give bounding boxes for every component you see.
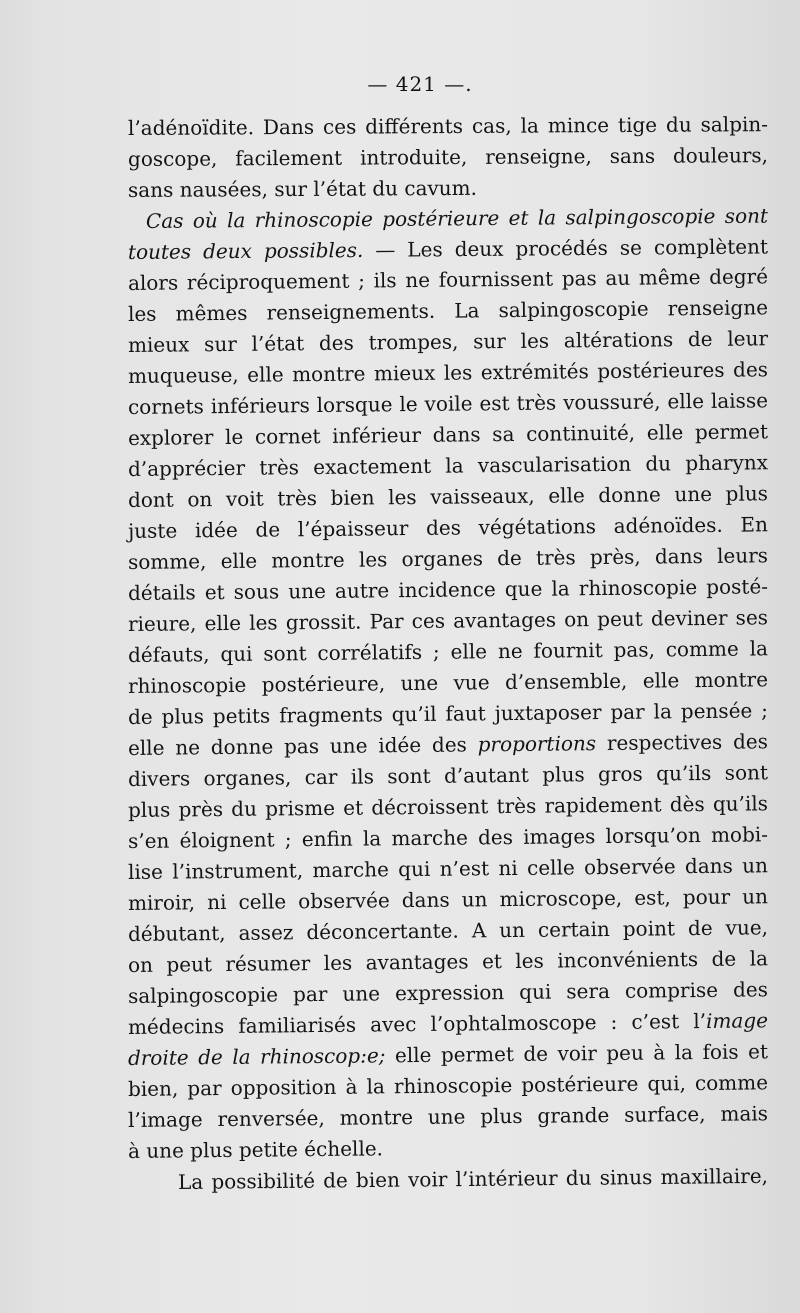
text-line xyxy=(128,1101,768,1132)
line-text: rhinoscopie postérieure, une vue d’ensemble, elle montre xyxy=(127,667,769,698)
text-line xyxy=(128,1070,768,1101)
line-text: divers organes, car ils sont d’autant plus gros qu’ils sont xyxy=(127,760,769,791)
text-line xyxy=(128,326,768,357)
text-line xyxy=(128,791,768,822)
line-text: plus près du prisme et décroissent très rapidement dès qu’ils xyxy=(127,791,769,822)
text-line xyxy=(128,112,768,140)
text-line xyxy=(128,174,768,202)
text-line xyxy=(128,884,768,915)
text-line xyxy=(128,1132,768,1163)
text-line xyxy=(128,698,768,729)
line-text: les mêmes renseignements. La salpingoscopie renseigne xyxy=(127,295,769,326)
line-text: à une plus petite échelle. xyxy=(127,1136,384,1163)
text-line xyxy=(178,1164,768,1194)
line-italic-text: toutes deux possibles. xyxy=(127,237,364,264)
line-text: goscope, facilement introduite, renseigne, sans douleurs, xyxy=(127,143,769,171)
text-line xyxy=(128,915,768,946)
text-line xyxy=(128,295,768,326)
text-line xyxy=(128,450,768,481)
text-line xyxy=(128,853,768,884)
line-text: — Les deux procédés se complètent xyxy=(363,234,769,262)
text-line xyxy=(128,822,768,853)
text-line xyxy=(128,357,768,388)
text-line xyxy=(128,946,768,977)
line-text: médecins familiarisés avec l’ophtalmoscope : c’est l’ xyxy=(127,1008,707,1039)
line-text: elle permet de voir peu à la fois et xyxy=(385,1039,769,1068)
line-text: salpingoscopie par une expression qui sera comprise des xyxy=(127,977,769,1008)
line-text: explorer le cornet inférieur dans sa continuité, elle permet xyxy=(127,419,769,450)
line-text: bien, par opposition à la rhinoscopie postérieure qui, comme xyxy=(127,1070,769,1101)
text-line xyxy=(128,543,768,574)
text-line xyxy=(128,1008,768,1039)
line-text: dont on voit très bien les vaisseaux, elle donne une plus xyxy=(127,481,769,512)
line-italic-text: droite de la rhinoscop:e; xyxy=(127,1043,386,1070)
text-line xyxy=(128,481,768,512)
line-text: d’apprécier très exactement la vascularisation du pharynx xyxy=(127,450,769,481)
line-text: détails et sous une autre incidence que la rhinoscopie posté- xyxy=(127,574,769,605)
text-line xyxy=(128,512,768,543)
text-line xyxy=(128,605,768,636)
text-line xyxy=(128,388,768,419)
line-text: somme, elle montre les organes de très près, dans leurs xyxy=(127,543,769,574)
text-line xyxy=(128,667,768,698)
text-line xyxy=(128,1039,768,1070)
line-text: alors réciproquement ; ils ne fournissent pas au même degré xyxy=(127,264,769,295)
text-line xyxy=(128,729,768,760)
line-text: de plus petits fragments qu’il faut juxtaposer par la pensée ; xyxy=(127,698,769,729)
line-text: mieux sur l’état des trompes, sur les altérations de leur xyxy=(127,326,769,357)
text-line xyxy=(128,977,768,1008)
page-number: — 421 —. xyxy=(367,72,473,96)
line-italic-text: image xyxy=(705,1008,769,1033)
text-line xyxy=(128,574,768,605)
text-line xyxy=(128,760,768,791)
line-text: miroir, ni celle observée dans un microscope, est, pour un xyxy=(127,884,769,915)
line-italic-text: Cas où la rhinoscopie postérieure et la salpingoscopie sont xyxy=(145,203,769,233)
line-text: La possibilité de bien voir l’intérieur du sinus maxillaire, xyxy=(177,1163,769,1194)
text-line xyxy=(128,419,768,450)
line-text: on peut résumer les avantages et les inconvénients de la xyxy=(127,946,769,977)
line-text: débutant, assez déconcertante. A un certain point de vue, xyxy=(127,915,769,946)
line-text: s’en éloignent ; enfin la marche des images lorsqu’on mobi- xyxy=(127,822,769,853)
line-italic-text: proportions xyxy=(477,731,597,757)
text-line xyxy=(128,143,768,171)
line-text: cornets inférieurs lorsque le voile est très voussuré, elle laisse xyxy=(127,388,769,419)
text-line xyxy=(128,264,768,295)
line-text: respectives des xyxy=(595,729,769,756)
text-line xyxy=(128,636,768,667)
line-text: juste idée de l’épaisseur des végétations adénoïdes. En xyxy=(127,512,769,543)
text-line xyxy=(146,204,768,233)
line-text: sans nausées, sur l’état du cavum. xyxy=(127,175,478,202)
line-text: l’adénoïdite. Dans ces différents cas, la mince tige du salpin- xyxy=(127,112,769,140)
line-text: elle ne donne pas une idée des xyxy=(127,732,478,760)
line-text: l’image renversée, montre une plus grande surface, mais xyxy=(127,1101,769,1132)
line-text: muqueuse, elle montre mieux les extrémités postérieures des xyxy=(127,357,769,388)
text-line xyxy=(128,234,768,264)
line-text: lise l’instrument, marche qui n’est ni celle observée dans un xyxy=(127,853,769,884)
line-text: rieure, elle les grossit. Par ces avantages on peut deviner ses xyxy=(127,605,769,636)
line-text: défauts, qui sont corrélatifs ; elle ne fournit pas, comme la xyxy=(127,636,769,667)
